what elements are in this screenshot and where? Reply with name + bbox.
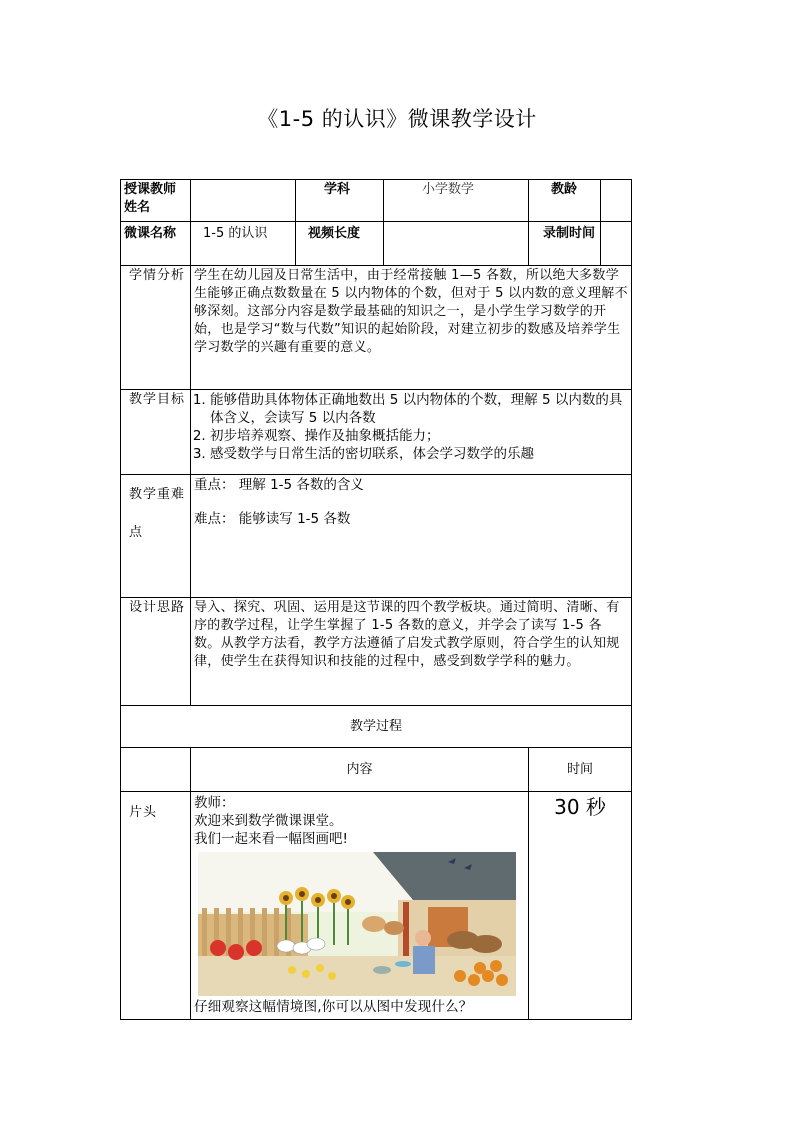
document-title: 《1-5 的认识》微课教学设计 — [257, 107, 537, 131]
subject-label: 学科 — [296, 180, 384, 222]
teacher-label: 授课教师姓名 — [121, 180, 191, 222]
opening-line: 欢迎来到数学微课课堂。 — [194, 813, 343, 829]
design-text: 导入、探究、巩固、运用是这节课的四个教学板块。通过简明、清晰、有序的教学过程，让学生掌握了 1-5 各数的意义，并学会了读写 1-5 各数。从教学方法看，教学方法遵循了启发式教学原则，符合学生的认知规律，使学生在获得知识和技能的过程中，感受到数学学科的魅力。 — [191, 598, 632, 706]
difficulty-cell — [191, 475, 632, 598]
opening-question: 仔细观察这幅情境图,你可以从图中发现什么？ — [194, 999, 473, 1015]
row-goals — [121, 390, 632, 475]
video-label: 视频长度 — [296, 222, 384, 266]
row-difficulty — [121, 475, 632, 598]
design-label: 设计思路 — [121, 598, 191, 706]
goals-label: 教学目标 — [121, 390, 191, 475]
content-header: 内容 — [191, 748, 529, 792]
row-course — [121, 222, 632, 266]
farmyard-scene-illustration — [198, 852, 516, 996]
opening-time: 30 秒 — [529, 792, 632, 1020]
analysis-text: 学生在幼儿园及日常生活中，由于经常接触 1—5 各数，所以绝大多数学生能够正确点数数量在 5 以内物体的个数，但对于 5 以内数的意义理解不够深刻。这部分内容是数学最基础的知识之一，是小学生学习数学的开始，也是学习“数与代数”知识的起始阶段，对建立初步的数感及培养学生学习数学的兴趣有重要的意义。 — [191, 266, 632, 390]
course-value: 1-5 的认识 — [191, 222, 296, 266]
process-header-empty — [121, 748, 191, 792]
subject-value: 小学数学 — [384, 180, 529, 222]
course-label: 微课名称 — [121, 222, 191, 266]
opening-label: 片头 — [121, 792, 191, 1020]
process-heading: 教学过程 — [121, 706, 632, 748]
opening-content — [191, 792, 529, 1020]
teacher-value — [191, 180, 296, 222]
key-point: 重点： 理解 1-5 各数的含义 — [194, 477, 364, 493]
hard-point: 难点： 能够读写 1-5 各数 — [194, 511, 351, 527]
video-value — [384, 222, 529, 266]
row-design — [121, 598, 632, 706]
time-header: 时间 — [529, 748, 632, 792]
opening-line: 教师： — [194, 795, 235, 811]
record-value — [601, 222, 632, 266]
goal-item: 3. 感受数学与日常生活的密切联系，体会学习数学的乐趣 — [210, 445, 628, 463]
row-process-header — [121, 748, 632, 792]
goals-cell — [191, 390, 632, 475]
row-opening — [121, 792, 632, 1020]
age-value — [601, 180, 632, 222]
record-label: 录制时间 — [529, 222, 601, 266]
analysis-label: 学情分析 — [121, 266, 191, 390]
goal-item: 1. 能够借助具体物体正确地数出 5 以内物体的个数，理解 5 以内数的具体含义，会读写 5 以内各数 — [210, 391, 628, 427]
row-teacher — [121, 180, 632, 222]
row-process-heading — [121, 706, 632, 748]
lesson-plan-table — [120, 179, 632, 1020]
opening-line: 我们一起来看一幅图画吧! — [194, 831, 348, 847]
difficulty-label: 教学重难点 — [121, 475, 191, 598]
goals-list — [194, 391, 628, 463]
goal-item: 2. 初步培养观察、操作及抽象概括能力； — [210, 427, 628, 445]
age-label: 教龄 — [529, 180, 601, 222]
row-analysis — [121, 266, 632, 390]
